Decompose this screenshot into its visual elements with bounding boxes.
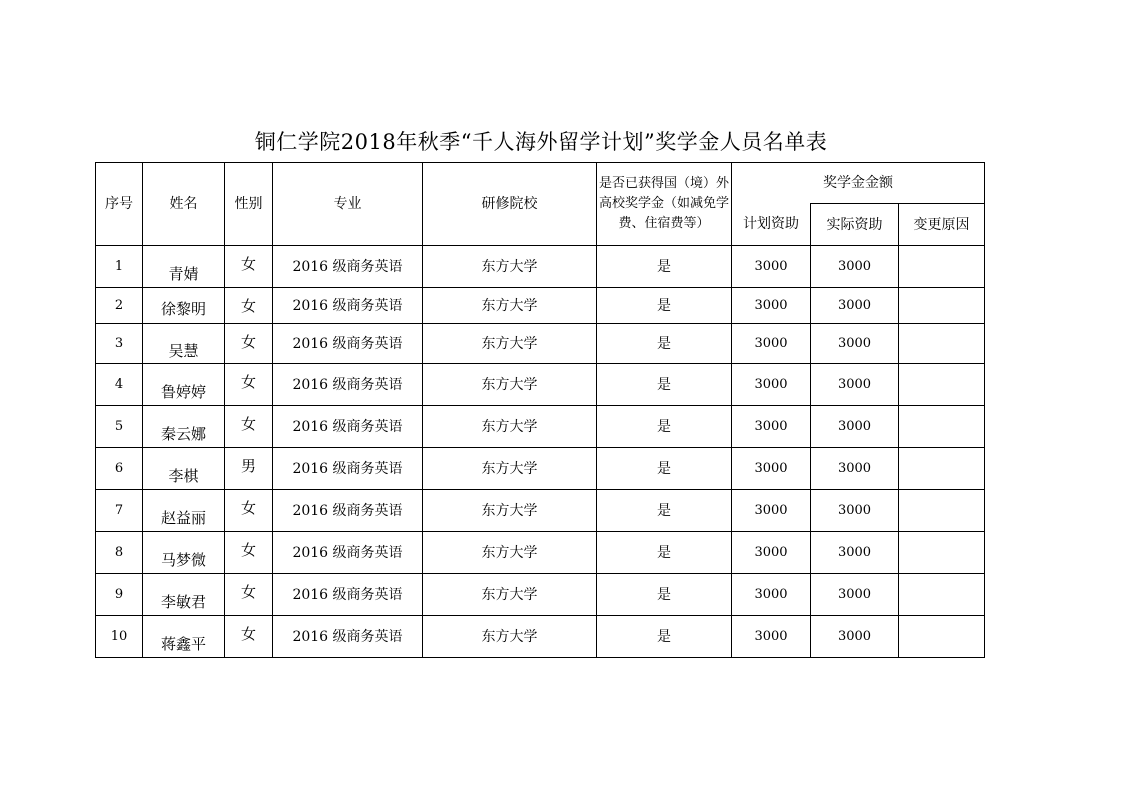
table-row bbox=[96, 246, 985, 288]
header-index: 序号 bbox=[96, 163, 143, 246]
cell-actual: 3000 bbox=[811, 616, 899, 658]
cell-reason bbox=[899, 616, 985, 658]
cell-index: 6 bbox=[96, 448, 143, 490]
table-row bbox=[96, 406, 985, 448]
cell-index: 9 bbox=[96, 574, 143, 616]
cell-planned: 3000 bbox=[732, 406, 811, 448]
cell-planned: 3000 bbox=[732, 574, 811, 616]
cell-gender: 男 bbox=[225, 448, 273, 490]
cell-major: 2016 级商务英语 bbox=[273, 324, 423, 364]
cell-name: 赵益丽 bbox=[143, 490, 225, 532]
cell-gender: 女 bbox=[225, 616, 273, 658]
cell-index: 4 bbox=[96, 364, 143, 406]
cell-index: 5 bbox=[96, 406, 143, 448]
header-amount-group: 奖学金金额 bbox=[732, 163, 985, 204]
cell-planned: 3000 bbox=[732, 490, 811, 532]
cell-major: 2016 级商务英语 bbox=[273, 288, 423, 324]
cell-index: 7 bbox=[96, 490, 143, 532]
header-gender: 性别 bbox=[225, 163, 273, 246]
cell-name: 吴慧 bbox=[143, 324, 225, 364]
cell-index: 2 bbox=[96, 288, 143, 324]
cell-planned: 3000 bbox=[732, 532, 811, 574]
cell-reason bbox=[899, 574, 985, 616]
cell-school: 东方大学 bbox=[423, 448, 597, 490]
cell-gender: 女 bbox=[225, 532, 273, 574]
cell-reason bbox=[899, 448, 985, 490]
cell-name: 鲁婷婷 bbox=[143, 364, 225, 406]
cell-name: 李棋 bbox=[143, 448, 225, 490]
cell-name: 马梦微 bbox=[143, 532, 225, 574]
cell-reason bbox=[899, 532, 985, 574]
table-row bbox=[96, 574, 985, 616]
cell-major: 2016 级商务英语 bbox=[273, 364, 423, 406]
cell-school: 东方大学 bbox=[423, 324, 597, 364]
header-received: 是否已获得国（境）外高校奖学金（如减免学费、住宿费等） bbox=[597, 163, 732, 246]
cell-gender: 女 bbox=[225, 406, 273, 448]
cell-name: 秦云娜 bbox=[143, 406, 225, 448]
table-body bbox=[96, 246, 985, 658]
cell-actual: 3000 bbox=[811, 448, 899, 490]
cell-name: 青婧 bbox=[143, 246, 225, 288]
cell-reason bbox=[899, 490, 985, 532]
table-row bbox=[96, 616, 985, 658]
cell-actual: 3000 bbox=[811, 532, 899, 574]
cell-name: 蒋鑫平 bbox=[143, 616, 225, 658]
cell-school: 东方大学 bbox=[423, 532, 597, 574]
header-planned: 计划资助 bbox=[732, 204, 811, 246]
cell-gender: 女 bbox=[225, 490, 273, 532]
cell-planned: 3000 bbox=[732, 246, 811, 288]
cell-gender: 女 bbox=[225, 364, 273, 406]
cell-index: 8 bbox=[96, 532, 143, 574]
cell-actual: 3000 bbox=[811, 490, 899, 532]
header-major: 专业 bbox=[273, 163, 423, 246]
cell-received: 是 bbox=[597, 616, 732, 658]
cell-school: 东方大学 bbox=[423, 288, 597, 324]
cell-gender: 女 bbox=[225, 574, 273, 616]
cell-index: 1 bbox=[96, 246, 143, 288]
cell-planned: 3000 bbox=[732, 448, 811, 490]
cell-major: 2016 级商务英语 bbox=[273, 532, 423, 574]
table-row bbox=[96, 364, 985, 406]
cell-received: 是 bbox=[597, 246, 732, 288]
cell-reason bbox=[899, 288, 985, 324]
cell-major: 2016 级商务英语 bbox=[273, 616, 423, 658]
header-school: 研修院校 bbox=[423, 163, 597, 246]
cell-reason bbox=[899, 406, 985, 448]
cell-reason bbox=[899, 324, 985, 364]
cell-actual: 3000 bbox=[811, 406, 899, 448]
cell-reason bbox=[899, 246, 985, 288]
cell-planned: 3000 bbox=[732, 364, 811, 406]
cell-received: 是 bbox=[597, 364, 732, 406]
cell-school: 东方大学 bbox=[423, 616, 597, 658]
cell-gender: 女 bbox=[225, 288, 273, 324]
cell-school: 东方大学 bbox=[423, 364, 597, 406]
page-title: 铜仁学院2018年秋季“千人海外留学计划”奖学金人员名单表 bbox=[254, 130, 828, 154]
table-row bbox=[96, 448, 985, 490]
cell-received: 是 bbox=[597, 490, 732, 532]
cell-received: 是 bbox=[597, 448, 732, 490]
cell-received: 是 bbox=[597, 288, 732, 324]
cell-index: 3 bbox=[96, 324, 143, 364]
cell-received: 是 bbox=[597, 532, 732, 574]
cell-school: 东方大学 bbox=[423, 406, 597, 448]
cell-received: 是 bbox=[597, 574, 732, 616]
cell-name: 徐黎明 bbox=[143, 288, 225, 324]
cell-major: 2016 级商务英语 bbox=[273, 406, 423, 448]
cell-actual: 3000 bbox=[811, 288, 899, 324]
cell-received: 是 bbox=[597, 406, 732, 448]
header-reason: 变更原因 bbox=[899, 204, 985, 246]
cell-major: 2016 级商务英语 bbox=[273, 246, 423, 288]
cell-planned: 3000 bbox=[732, 324, 811, 364]
cell-received: 是 bbox=[597, 324, 732, 364]
cell-school: 东方大学 bbox=[423, 490, 597, 532]
cell-actual: 3000 bbox=[811, 324, 899, 364]
table-row bbox=[96, 490, 985, 532]
cell-school: 东方大学 bbox=[423, 574, 597, 616]
cell-major: 2016 级商务英语 bbox=[273, 490, 423, 532]
cell-actual: 3000 bbox=[811, 364, 899, 406]
cell-reason bbox=[899, 364, 985, 406]
cell-major: 2016 级商务英语 bbox=[273, 448, 423, 490]
cell-name: 李敏君 bbox=[143, 574, 225, 616]
cell-major: 2016 级商务英语 bbox=[273, 574, 423, 616]
cell-school: 东方大学 bbox=[423, 246, 597, 288]
table-row bbox=[96, 288, 985, 324]
cell-planned: 3000 bbox=[732, 616, 811, 658]
cell-planned: 3000 bbox=[732, 288, 811, 324]
cell-actual: 3000 bbox=[811, 574, 899, 616]
cell-actual: 3000 bbox=[811, 246, 899, 288]
header-actual: 实际资助 bbox=[811, 204, 899, 246]
scholarship-table bbox=[95, 162, 985, 658]
cell-gender: 女 bbox=[225, 246, 273, 288]
table-row bbox=[96, 324, 985, 364]
cell-index: 10 bbox=[96, 616, 143, 658]
header-name: 姓名 bbox=[143, 163, 225, 246]
table-row bbox=[96, 532, 985, 574]
cell-gender: 女 bbox=[225, 324, 273, 364]
